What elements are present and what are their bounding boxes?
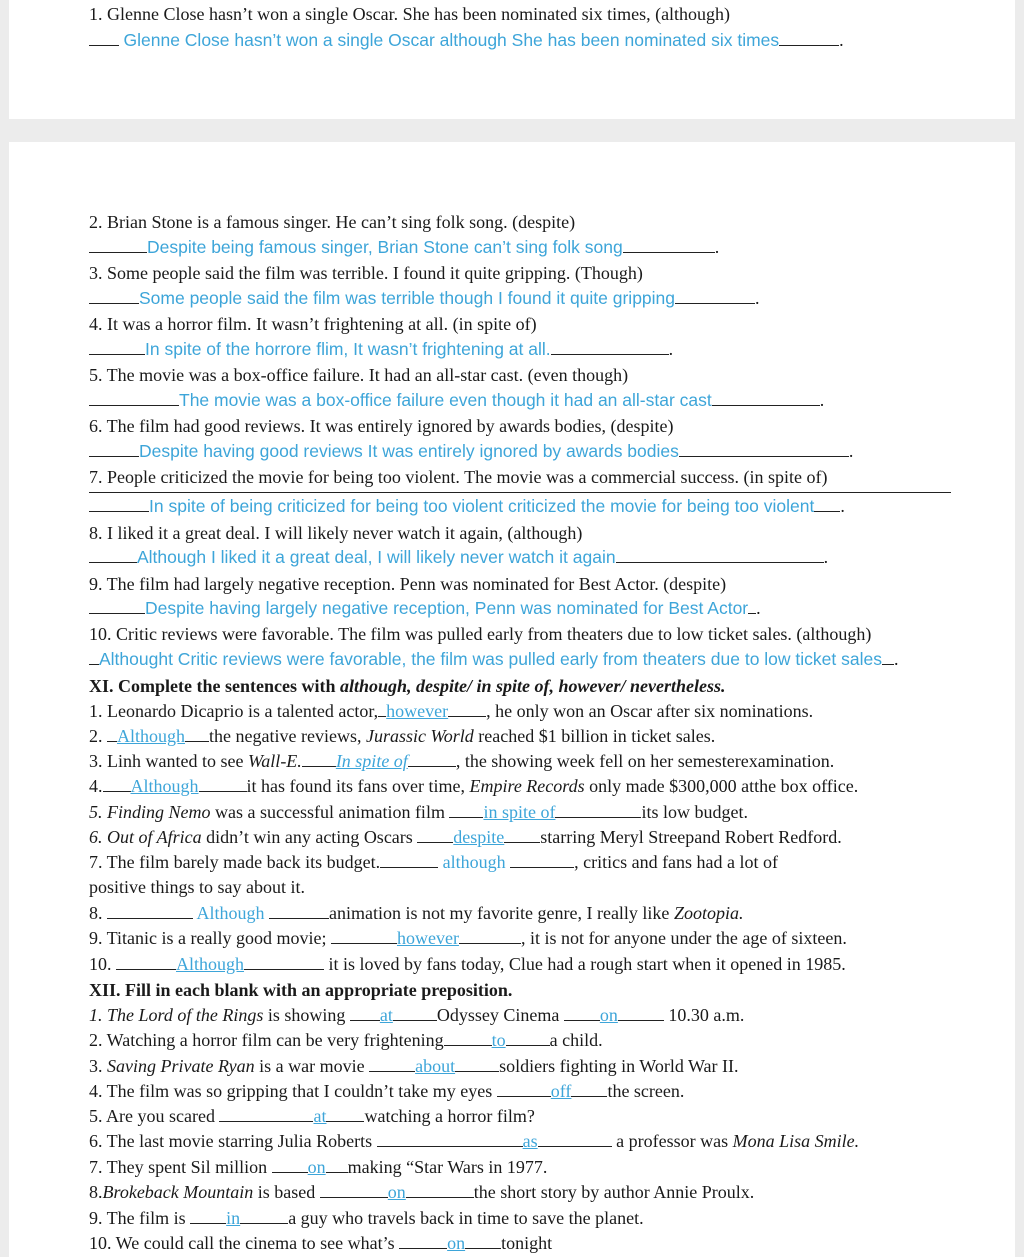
rewrite-prompt-6: 6. The film had good reviews. It was entirely ignored by awards bodies, (despite) <box>89 416 674 436</box>
rewrite-answer-line-6: Despite having good reviews It was entirely ignored by awards bodies . <box>89 440 853 462</box>
rewrite-prompt-7: 7. People criticized the movie for being too violent. The movie was a commercial success. (in spite of) <box>89 467 828 487</box>
q1-answer-line: Glenne Close hasn’t won a single Oscar although She has been nominated six times . <box>89 29 844 51</box>
section-11-heading: XI. Complete the sentences with although, despite/ in spite of, however/ nevertheless. <box>89 676 726 696</box>
q1-prompt: 1. Glenne Close hasn’t won a single Oscar. She has been nominated six times, (although) <box>89 4 731 24</box>
rewrite-prompt-5: 5. The movie was a box-office failure. It had an all-star cast. (even though) <box>89 365 629 385</box>
s12-item-1: 1. The Lord of the Rings is showing at Odyssey Cinema on 10.30 a.m. <box>89 1005 745 1025</box>
answer-blank <box>89 389 179 406</box>
s11-item-5: 5. Finding Nemo was a successful animation film in spite of its low budget. <box>89 802 748 822</box>
rewrite-answer-4: In spite of the horrore flim, It wasn’t frightening at all. <box>145 339 551 359</box>
s11-item-7: 7. The film barely made back its budget. although , critics and fans had a lot of <box>89 852 779 872</box>
s11-item-6: 6. Out of Africa didn’t win any acting Oscars despite starring Meryl Streepand Robert Redford. <box>89 827 842 847</box>
rewrite-prompt-8: 8. I liked it a great deal. I will likely never watch it again, (although) <box>89 523 583 543</box>
s12-item-3: 3. Saving Private Ryan is a war movie about soldiers fighting in World War II. <box>89 1056 739 1076</box>
s11-item-3: 3. Linh wanted to see Wall-E. In spite of , the showing week fell on her semesterexamination. <box>89 751 835 771</box>
s12-item-6: 6. The last movie starring Julia Roberts as a professor was Mona Lisa Smile. <box>89 1131 860 1151</box>
rewrite-prompt-2: 2. Brian Stone is a famous singer. He can’t sing folk song. (despite) <box>89 212 576 232</box>
rewrite-answer-line-9: Despite having largely negative reception, Penn was nominated for Best Actor . <box>89 597 761 619</box>
rewrite-prompt-3: 3. Some people said the film was terrible. I found it quite gripping. (Though) <box>89 263 643 283</box>
rewrite-answer-7: In spite of being criticized for being too violent criticized the movie for being too violent <box>149 496 815 516</box>
answer-blank <box>551 338 669 355</box>
answer-blank <box>89 648 99 665</box>
s12-item-9: 9. The film is in a guy who travels back in time to save the planet. <box>89 1208 644 1228</box>
q1-answer: Glenne Close hasn’t won a single Oscar although She has been nominated six times <box>123 30 780 50</box>
rewrite-prompt-10: 10. Critic reviews were favorable. The film was pulled early from theaters due to low ticket sales. (although) <box>89 624 872 644</box>
rewrite-answer-line-5: The movie was a box-office failure even though it had an all-star cast . <box>89 389 824 411</box>
s11-item-8: 8. Although animation is not my favorite genre, I really like Zootopia. <box>89 903 744 923</box>
answer-rule <box>89 492 951 493</box>
answer-blank <box>616 546 824 563</box>
rewrite-answer-10: Althought Critic reviews were favorable, the film was pulled early from theaters due to low ticket sales <box>99 649 882 669</box>
s11-item-4: 4. Although it has found its fans over time, Empire Records only made $300,000 atthe box office. <box>89 776 859 796</box>
rewrite-answer-line-3: Some people said the film was terrible though I found it quite gripping . <box>89 287 760 309</box>
answer-blank <box>814 495 840 512</box>
answer-blank <box>89 287 139 304</box>
answer-blank <box>679 440 849 457</box>
answer-blank <box>89 546 137 563</box>
s12-item-4: 4. The film was so gripping that I couldn’t take my eyes off the screen. <box>89 1081 685 1101</box>
answer-blank <box>89 597 145 614</box>
rewrite-answer-9: Despite having largely negative reception, Penn was nominated for Best Actor <box>145 598 749 618</box>
s12-item-10: 10. We could call the cinema to see what’s on tonight <box>89 1233 553 1253</box>
s12-item-5: 5. Are you scared at watching a horror film? <box>89 1106 535 1126</box>
s11-item-7-cont: positive things to say about it. <box>89 877 305 897</box>
rewrite-answer-3: Some people said the film was terrible though I found it quite gripping <box>139 288 676 308</box>
s12-item-8: 8.Brokeback Mountain is based on the short story by author Annie Proulx. <box>89 1182 755 1202</box>
rewrite-answer-line-4: In spite of the horrore flim, It wasn’t frightening at all. . <box>89 338 673 360</box>
rewrite-answer-6: Despite having good reviews It was entirely ignored by awards bodies <box>139 441 679 461</box>
answer-blank <box>89 338 145 355</box>
rewrite-answer-5: The movie was a box-office failure even though it had an all-star cast <box>179 390 712 410</box>
s12-item-2: 2. Watching a horror film can be very frightening to a child. <box>89 1030 603 1050</box>
answer-blank <box>712 389 820 406</box>
rewrite-answer-line-10: Althought Critic reviews were favorable, the film was pulled early from theaters due to low ticket sales . <box>89 648 898 670</box>
rewrite-answer-line-8: Although I liked it a great deal, I will likely never watch it again . <box>89 546 828 568</box>
s11-item-2: 2. Although the negative reviews, Jurassic World reached $1 billion in ticket sales. <box>89 726 716 746</box>
s12-item-7: 7. They spent Sil million on making “Star Wars in 1977. <box>89 1157 548 1177</box>
rewrite-answer-2: Despite being famous singer, Brian Stone can’t sing folk song <box>147 237 623 257</box>
s11-item-1: 1. Leonardo Dicaprio is a talented actor, however , he only won an Oscar after six nominations. <box>89 701 814 721</box>
rewrite-prompt-4: 4. It was a horror film. It wasn’t frightening at all. (in spite of) <box>89 314 537 334</box>
rewrite-answer-line-2: Despite being famous singer, Brian Stone can’t sing folk song . <box>89 236 719 258</box>
answer-blank <box>882 648 894 665</box>
rewrite-answer-line-7: In spite of being criticized for being too violent criticized the movie for being too violent . <box>89 495 845 517</box>
answer-blank <box>675 287 755 304</box>
answer-blank <box>89 236 147 253</box>
answer-blank <box>89 495 149 512</box>
rewrite-prompt-9: 9. The film had largely negative reception. Penn was nominated for Best Actor. (despite) <box>89 574 727 594</box>
section-12-heading: XII. Fill in each blank with an appropriate preposition. <box>89 980 513 1000</box>
answer-blank <box>748 597 756 614</box>
s11-item-10: 10. Although it is loved by fans today, Clue had a rough start when it opened in 1985. <box>89 954 846 974</box>
rewrite-answer-8: Although I liked it a great deal, I will likely never watch it again <box>137 547 616 567</box>
answer-blank <box>623 236 715 253</box>
answer-blank <box>89 440 139 457</box>
s11-item-9: 9. Titanic is a really good movie; however , it is not for anyone under the age of sixteen. <box>89 928 847 948</box>
